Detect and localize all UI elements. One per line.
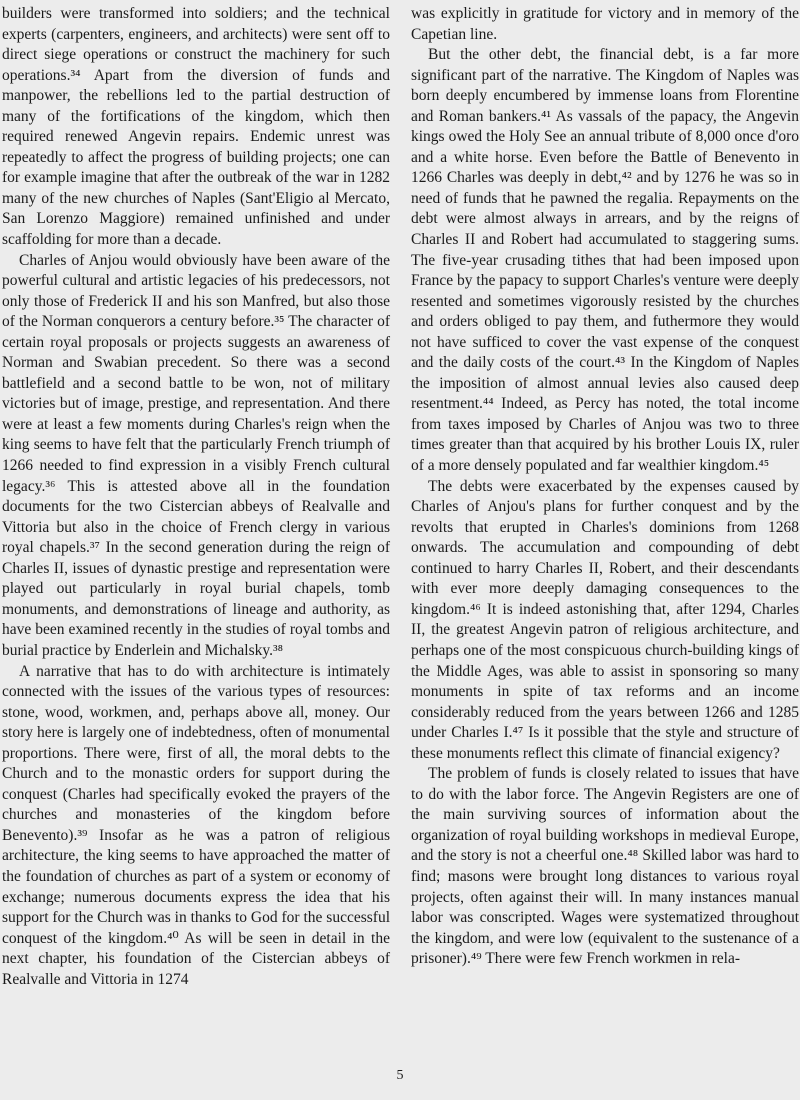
left-column xyxy=(2,4,390,990)
paragraph: The problem of funds is closely related to issues that have to do with the labor force. The Angevin Registers are one of the main surviving sources of information about the organization of royal building workshops in medieval Europe, and the story is not a cheerful one.⁴⁸ Skilled labor was hard to find; masons were brought long distances to various royal projects, often against their will. In many instances manual labor was conscripted. Wages were systematized throughout the kingdom, and were low (equivalent to the sustenance of a prisoner).⁴⁹ There were few French workmen in rela- xyxy=(411,765,799,968)
right-column xyxy=(411,4,799,970)
paragraph: Charles of Anjou would obviously have been aware of the powerful cultural and artistic legacies of his predecessors, not only those of Frederick II and his son Manfred, but also those of the Norman conquerors a century before.³⁵ The character of certain royal proposals or projects suggests an awareness of Norman and Swabian precedent. So there was a second battlefield and a second battle to be won, not of military victories but of image, prestige, and representation. And there were at least a few moments during Charles's reign when the king seems to have felt that the particularly French triumph of 1266 needed to find expression in a visibly French cultural legacy.³⁶ This is attested above all in the foundation documents for the two Cistercian abbeys of Realvalle and Vittoria but also in the choice of French clergy in various royal chapels.³⁷ In the second generation during the reign of Charles II, issues of dynastic prestige and representation were played out particularly in royal burial chapels, tomb monuments, and demonstrations of lineage and authority, as have been examined recently in the studies of royal tombs and burial practice by Enderlein and Michalsky.³⁸ xyxy=(2,251,390,659)
paragraph: was explicitly in gratitude for victory and in memory of the Capetian line. xyxy=(411,5,799,43)
paragraph: The debts were exacerbated by the expenses caused by Charles of Anjou's plans for further conquest and by the revolts that erupted in Charles's dominions from 1268 onwards. The accumulation and compounding of debt continued to harry Charles II, Robert, and their descendants with ever more deeply damaging consequences to the kingdom.⁴⁶ It is indeed astonishing that, after 1294, Charles II, the greatest Angevin patron of religious architecture, and perhaps one of the most conspicuous church-building kings of the Middle Ages, was able to assist in sponsoring so many monuments in spite of tax reforms and an income considerably reduced from the years between 1266 and 1285 under Charles I.⁴⁷ Is it possible that the style and structure of these monuments reflect this climate of financial exigency? xyxy=(411,477,799,762)
paragraph: But the other debt, the financial debt, is a far more significant part of the narrative. The Kingdom of Naples was born deeply encumbered by immense loans from Florentine and Roman bankers.⁴¹ As vassals of the papacy, the Angevin kings owed the Holy See an annual tribute of 8,000 once d'oro and a white horse. Even before the Battle of Benevento in 1266 Charles was deeply in debt,⁴² and by 1276 he was so in need of funds that he pawned the regalia. Repayments on the debt were almost always in arrears, and by the reigns of Charles II and Robert had accumulated to staggering sums. The five-year crusading tithes that had been imposed upon France by the papacy to support Charles's venture were deeply resented and sometimes vigorously resisted by the churches and orders obliged to pay them, and futhermore they would not have sufficed to cover the vast expense of the conquest and the daily costs of the court.⁴³ In the Kingdom of Naples the imposition of almost annual levies also caused deep resentment.⁴⁴ Indeed, as Percy has noted, the total income from taxes imposed by Charles of Anjou was two to three times greater than that acquired by his brother Louis IX, ruler of a more densely populated and far wealthier kingdom.⁴⁵ xyxy=(411,46,800,475)
paragraph: builders were transformed into soldiers; and the technical experts (carpenters, engineers, and architects) were sent off to direct siege operations or construct the machinery for such operations.³⁴ Apart from the diversion of funds and manpower, the rebellions led to the partial destruction of many of the fortifications of the kingdom, which then required renewed Angevin repairs. Endemic unrest was repeatedly to affect the progress of building projects; one can for example imagine that after the outbreak of the war in 1282 many of the new churches of Naples (Sant'Eligio al Mercato, San Lorenzo Maggiore) remained unfinished and under scaffolding for more than a decade. xyxy=(2,5,390,249)
page-number: 5 xyxy=(396,1068,404,1083)
paragraph: A narrative that has to do with architecture is intimately connected with the issues of the various types of resources: stone, wood, workmen, and, perhaps above all, money. Our story here is largely one of indebtedness, often of monumental proportions. There were, first of all, the moral debts to the Church and to the monastic orders for support during the conquest (Charles had specifically evoked the prayers of the churches and monasteries of the kingdom before Benevento).³⁹ Insofar as he was a patron of religious architecture, the king seems to have approached the matter of the foundation of churches as part of a system or economy of exchange; numerous documents express the idea that his support for the Church was in thanks to God for the successful conquest of the kingdom.⁴⁰ As will be seen in detail in the next chapter, his foundation of the Cistercian abbeys of Realvalle and Vittoria in 1274 xyxy=(2,662,390,988)
